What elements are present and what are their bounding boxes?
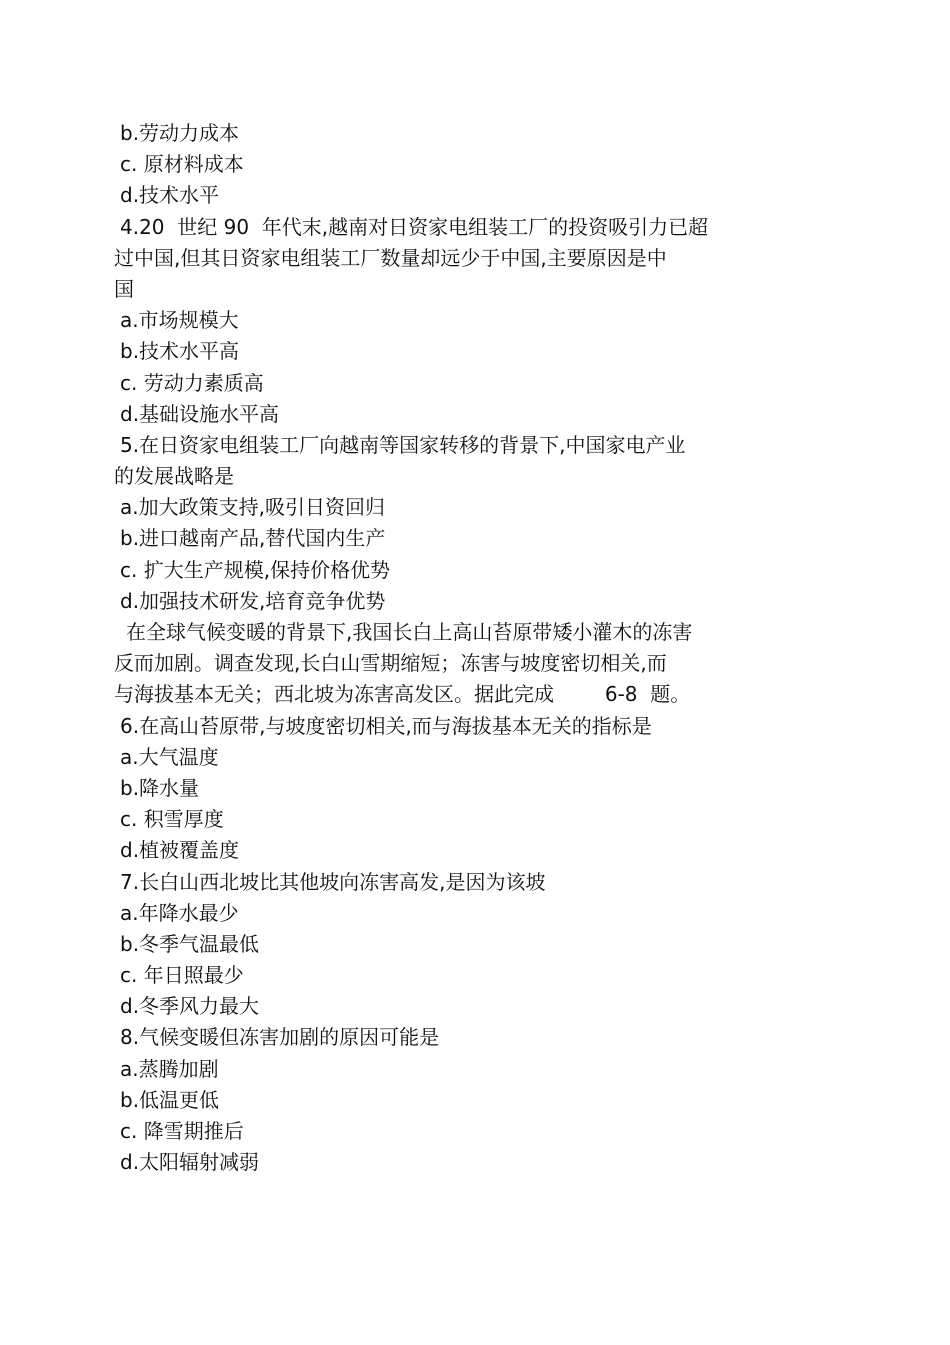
text-line: 8.气候变暖但冻害加剧的原因可能是 [120, 1025, 440, 1050]
text-line: b.降水量 [120, 775, 200, 800]
text-line: c. 降雪期推后 [120, 1119, 244, 1143]
text-line: 4.20 世纪 90 年代末,越南对日资家电组装工厂的投资吸引力已超 [120, 214, 709, 239]
text-line: b.劳动力成本 [120, 121, 240, 145]
text-line: c. 积雪厚度 [120, 807, 224, 832]
text-line: b.进口越南产品,替代国内生产 [120, 526, 386, 551]
text-line: d.植被覆盖度 [120, 838, 240, 863]
text-line: a.大气温度 [120, 744, 219, 769]
text-line: 的发展战略是 [114, 464, 234, 489]
text-line: d.加强技术研发,培育竞争优势 [120, 588, 386, 613]
text-line: d.基础设施水平高 [120, 401, 280, 426]
text-line: b.冬季气温最低 [120, 931, 260, 956]
text-line: b.低温更低 [120, 1087, 220, 1112]
text-line: c. 扩大生产规模,保持价格优势 [120, 557, 391, 582]
text-line: 反而加剧。调查发现,长白山雪期缩短；冻害与坡度密切相关,而 [114, 651, 667, 676]
text-line: b.技术水平高 [120, 339, 240, 364]
text-line: c. 原材料成本 [120, 152, 244, 177]
text-line: 7.长白山西北坡比其他坡向冻害高发,是因为该坡 [120, 869, 546, 894]
text-line: d.冬季风力最大 [120, 994, 260, 1019]
text-line: 过中国,但其日资家电组装工厂数量却远少于中国,主要原因是中 [114, 245, 667, 270]
text-line: 6.在高山苔原带,与坡度密切相关,而与海拔基本无关的指标是 [120, 713, 652, 738]
text-line: c. 年日照最少 [120, 963, 244, 988]
text-line: 国 [114, 276, 134, 301]
text-line: d.太阳辐射减弱 [120, 1150, 260, 1175]
text-line: a.市场规模大 [120, 308, 239, 333]
text-line: 在全球气候变暖的背景下,我国长白上高山苔原带矮小灌木的冻害 [126, 620, 693, 644]
text-line: a.年降水最少 [120, 900, 239, 925]
text-line: c. 劳动力素质高 [120, 370, 264, 395]
text-line: a.加大政策支持,吸引日资回归 [120, 495, 385, 520]
text-line: 与海拔基本无关；西北坡为冻害高发区。据此完成 6-8 题。 [114, 682, 691, 707]
text-line: d.技术水平 [120, 183, 220, 208]
text-line: a.蒸腾加剧 [120, 1056, 219, 1081]
document-body [114, 118, 764, 1178]
text-line: 5.在日资家电组装工厂向越南等国家转移的背景下,中国家电产业 [120, 432, 686, 457]
